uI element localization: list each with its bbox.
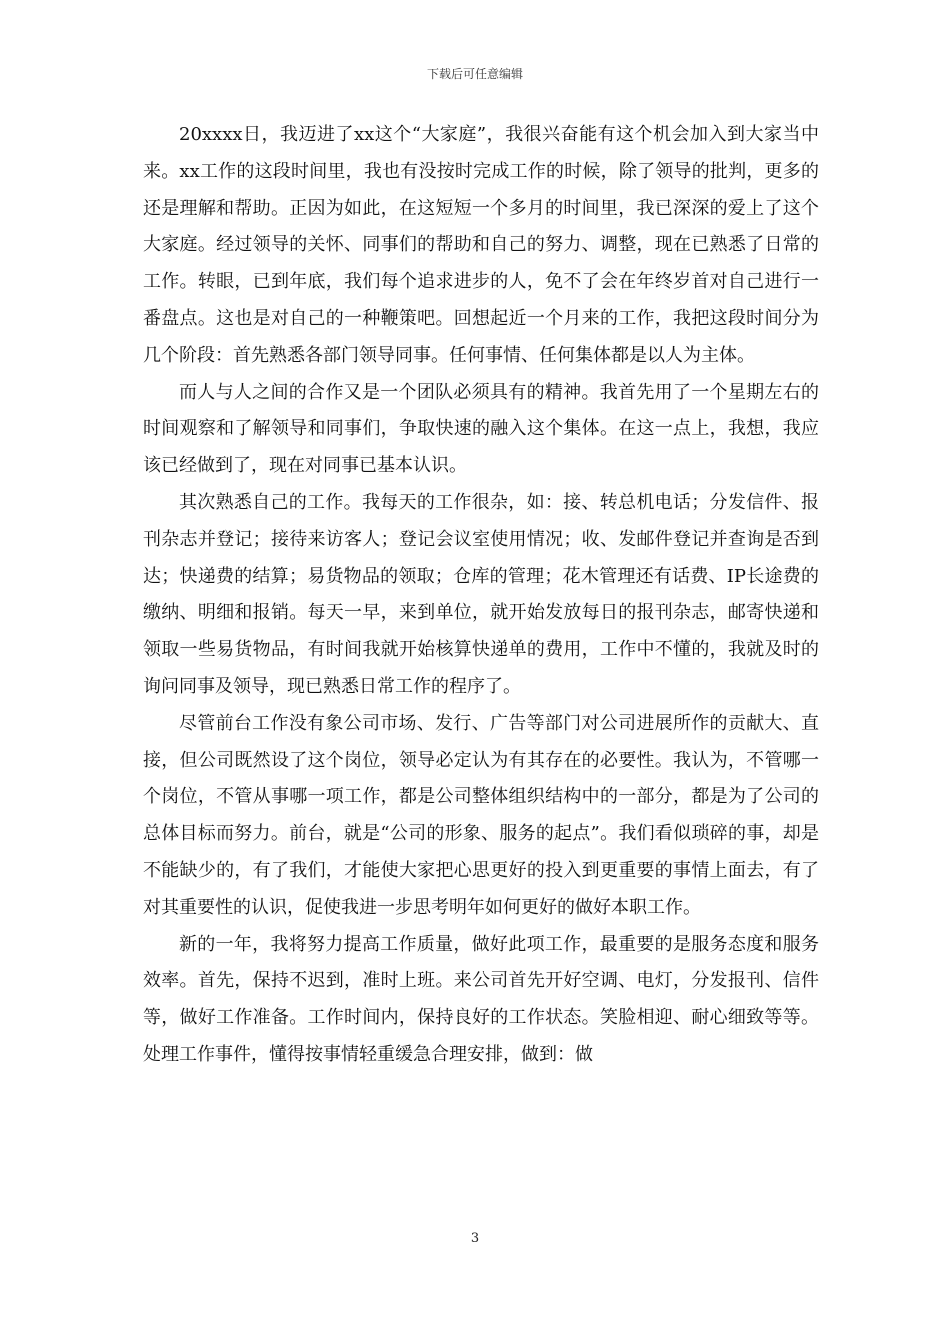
paragraph: 尽管前台工作没有象公司市场、发行、广告等部门对公司进展所作的贡献大、直接，但公司既然设了这个岗位，领导必定认为有其存在的必要性。我认为，不管哪一个岗位，不管从事哪一项工作，都是公司整体组织结构中的一部分，都是为了公司的总体目标而努力。前台，就是“公司的形象、服务的起点”。我们看似琐碎的事，却是不能缺少的，有了我们，才能使大家把心思更好的投入到更重要的事情上面去，有了对其重要性的认识，促使我进一步思考明年如何更好的做好本职工作。 xyxy=(143,712,819,918)
paragraph: 20xxxx日，我迈进了xx这个“大家庭”，我很兴奋能有这个机会加入到大家当中来。xx工作的这段时间里，我也有没按时完成工作的时候，除了领导的批判，更多的还是理解和帮助。正因为如此，在这短短一个多月的时间里，我已深深的爱上了这个大家庭。经过领导的关怀、同事们的帮助和自己的努力、调整，现在已熟悉了日常的工作。转眼，已到年底，我们每个追求进步的人，免不了会在年终岁首对自己进行一番盘点。这也是对自己的一种鞭策吧。回想起近一个月来的工作，我把这段时间分为几个阶段：首先熟悉各部门领导同事。任何事情、任何集体都是以人为主体。 xyxy=(143,124,819,366)
paragraph: 而人与人之间的合作又是一个团队必须具有的精神。我首先用了一个星期左右的时间观察和了解领导和同事们，争取快速的融入这个集体。在这一点上，我想，我应该已经做到了，现在对同事已基本认识。 xyxy=(143,381,819,477)
paragraph: 新的一年，我将努力提高工作质量，做好此项工作，最重要的是服务态度和服务效率。首先，保持不迟到，准时上班。来公司首先开好空调、电灯，分发报刊、信件等，做好工作准备。工作时间内，保持良好的工作状态。笑脸相迎、耐心细致等等。处理工作事件，懂得按事情轻重缓急合理安排，做到：做 xyxy=(143,933,819,1065)
page-number: 3 xyxy=(470,1231,480,1246)
paragraph: 其次熟悉自己的工作。我每天的工作很杂，如：接、转总机电话；分发信件、报刊杂志并登记；接待来访客人；登记会议室使用情况；收、发邮件登记并查询是否到达；快递费的结算；易货物品的领取；仓库的管理；花木管理还有话费、IP长途费的缴纳、明细和报销。每天一早，来到单位，就开始发放每日的报刊杂志，邮寄快递和领取一些易货物品，有时间我就开始核算快递单的费用，工作中不懂的，我就及时的询问同事及领导，现已熟悉日常工作的程序了。 xyxy=(143,491,819,697)
document-body xyxy=(143,117,819,1074)
page-header: 下载后可任意编辑 xyxy=(426,67,523,81)
